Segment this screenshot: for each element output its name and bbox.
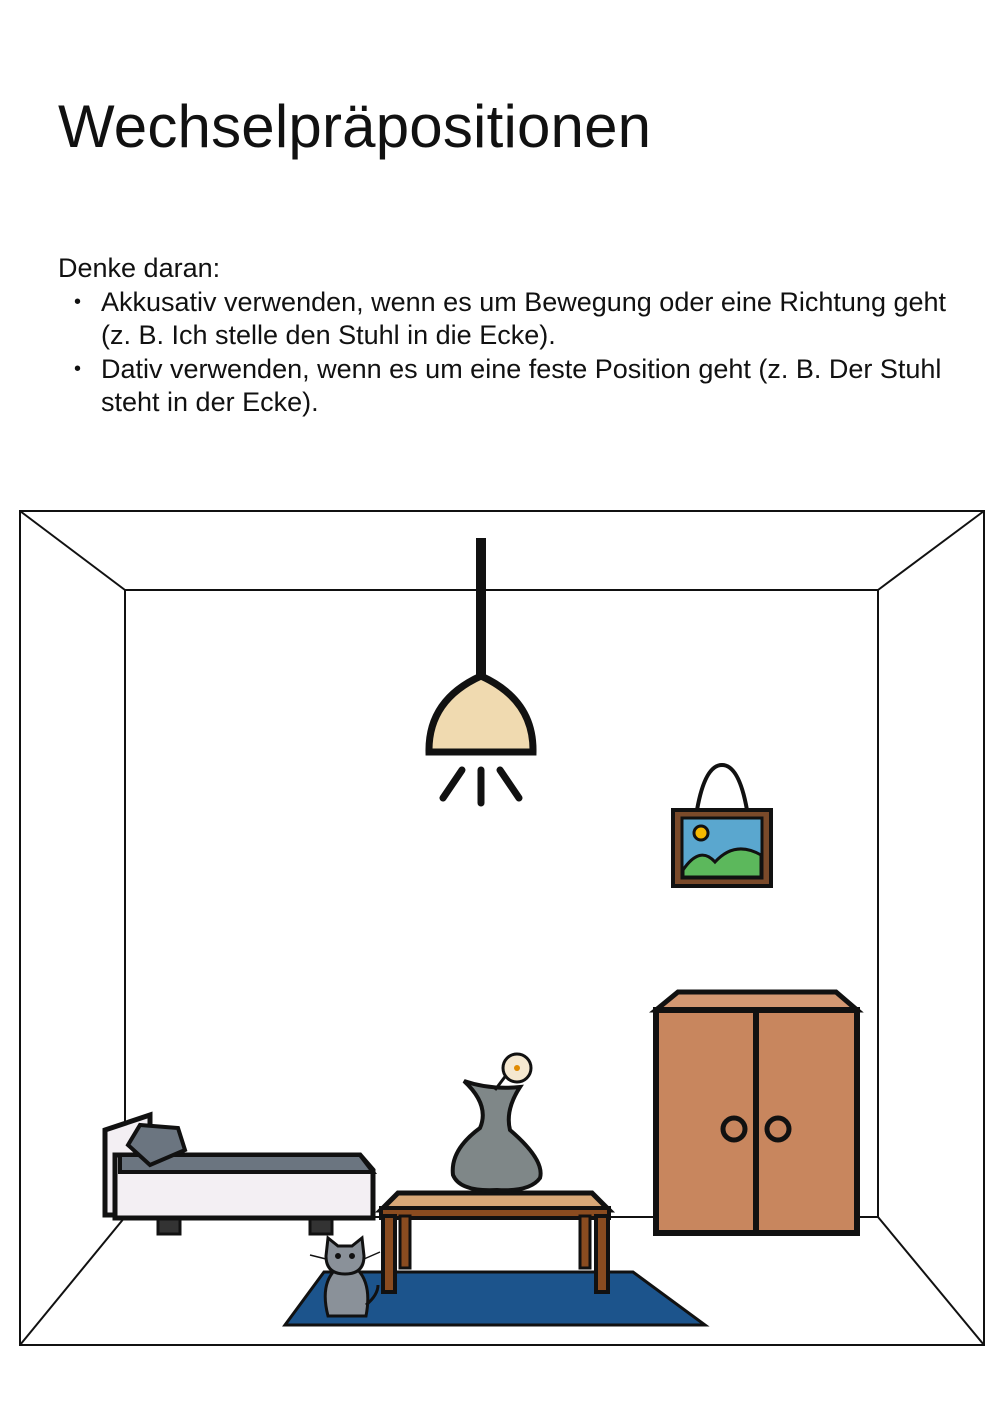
picture-frame-icon [673,765,771,886]
notes-intro: Denke daran: [58,253,221,283]
bed-icon [105,1115,373,1234]
note-accusative: • Akkusativ verwenden, wenn es um Bewegung oder eine Richtung geht (z. B. Ich stelle den Stuhl in die Ecke). [101,286,958,353]
lamp-icon [429,538,533,803]
vase-icon [453,1054,541,1190]
page-title: Wechselpräpositionen [58,93,652,160]
note-dative: • Dativ verwenden, wenn es um eine feste Position geht (z. B. Der Stuhl steht in der Ecke). [101,353,958,420]
wardrobe-icon [656,992,857,1233]
